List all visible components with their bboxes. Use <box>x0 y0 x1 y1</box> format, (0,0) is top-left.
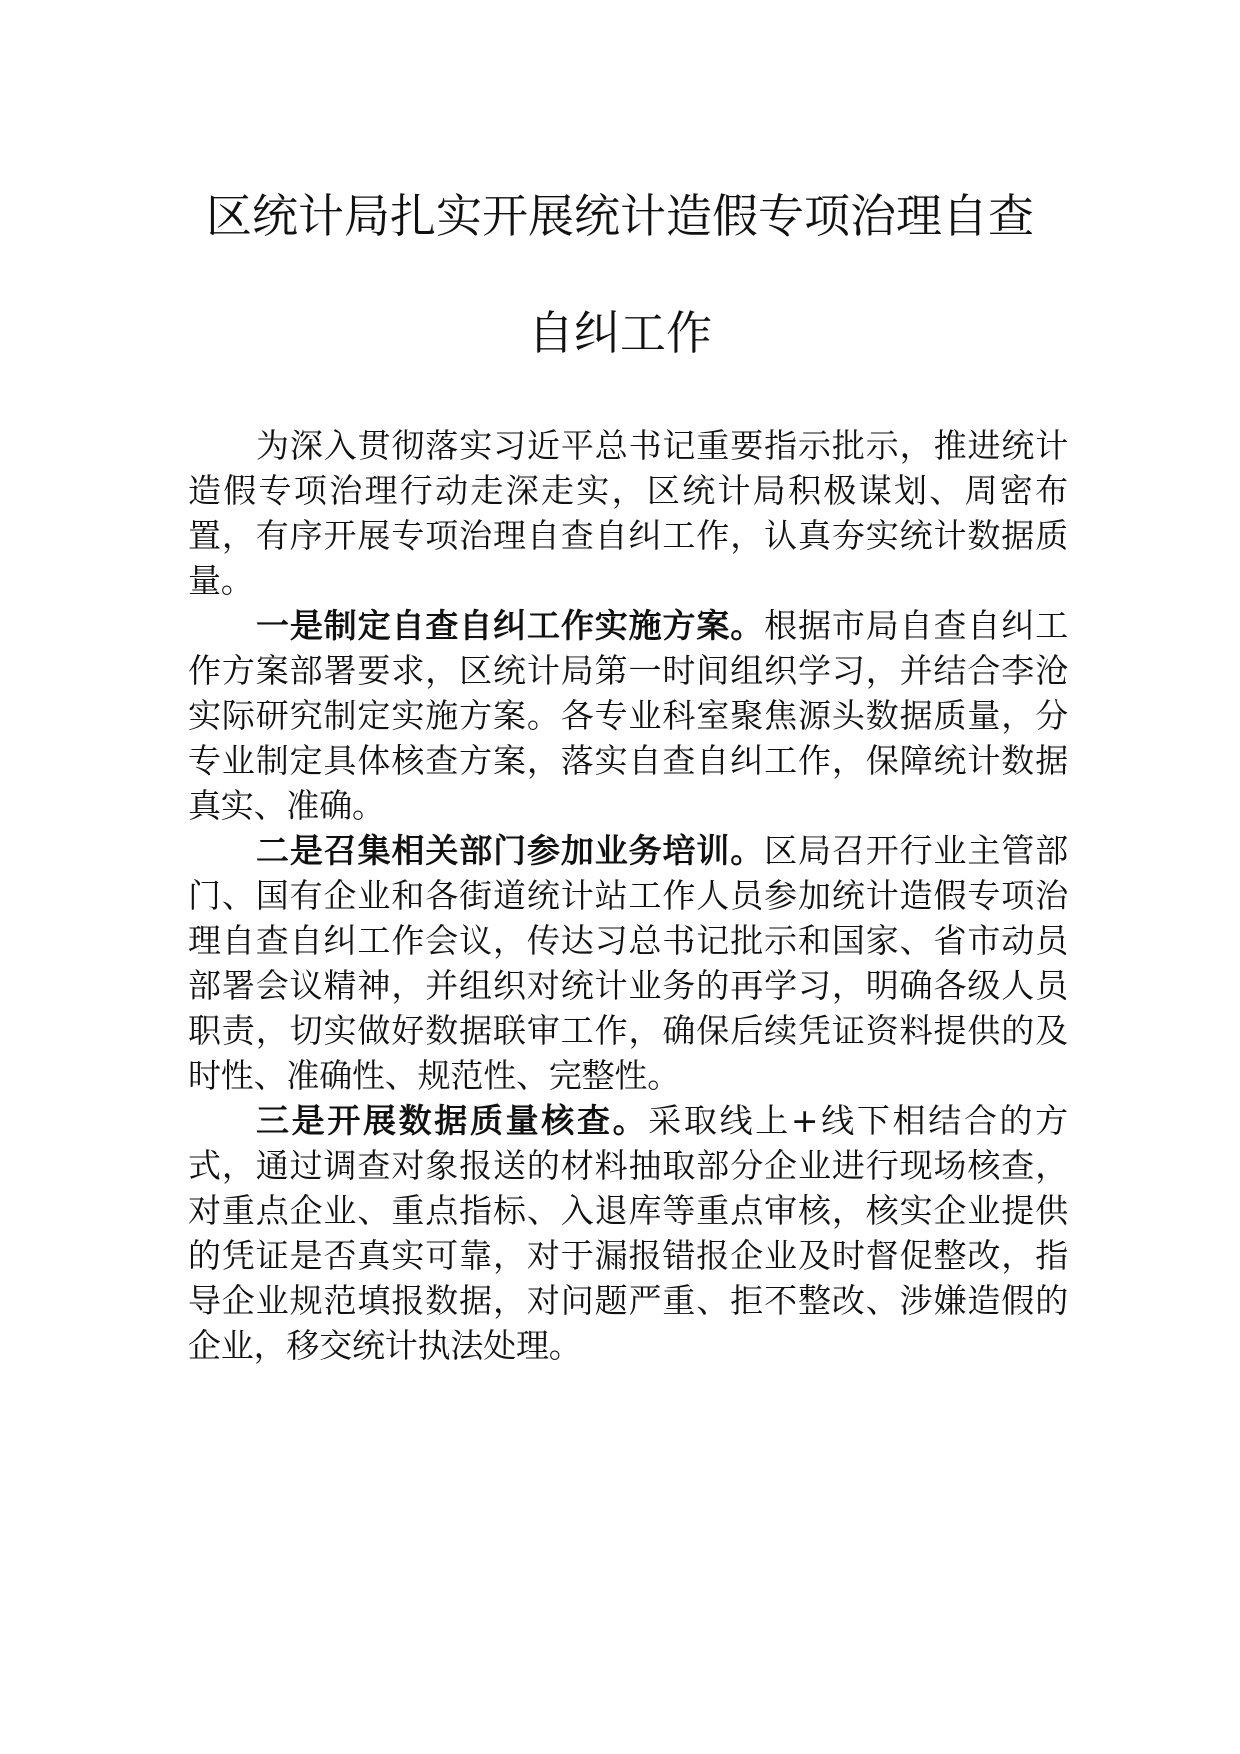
section-lead-1: 一是制定自查自纠工作实施方案。 <box>256 606 765 645</box>
document-body <box>188 423 1068 1368</box>
section-lead-3: 三是开展数据质量核查。 <box>256 1101 649 1140</box>
section-paragraph-1 <box>188 603 1068 828</box>
document-title-line-1: 区统计局扎实开展统计造假专项治理自查 <box>206 189 1034 243</box>
section-text-3: 采取线上+线下相结合的方式，通过调查对象报送的材料抽取部分企业进行现场核查，对重点企业、重点指标、入退库等重点审核，核实企业提供的凭证是否真实可靠，对于漏报错报企业及时督促整改，指导企业规范填报数据，对问题严重、拒不整改、涉嫌造假的企业，移交统计执法处理。 <box>188 1101 1068 1365</box>
section-lead-2: 二是召集相关部门参加业务培训。 <box>256 831 765 870</box>
section-text-2: 区局召开行业主管部门、国有企业和各街道统计站工作人员参加统计造假专项治理自查自纠工作会议，传达习总书记批示和国家、省市动员部署会议精神，并组织对统计业务的再学习，明确各级人员职责，切实做好数据联审工作，确保后续凭证资料提供的及时性、准确性、规范性、完整性。 <box>188 831 1068 1095</box>
section-paragraph-3 <box>188 1098 1068 1368</box>
section-paragraph-2 <box>188 828 1068 1098</box>
section-text-1: 根据市局自查自纠工作方案部署要求，区统计局第一时间组织学习，并结合李沧实际研究制定实施方案。各专业科室聚焦源头数据质量，分专业制定具体核查方案，落实自查自纠工作，保障统计数据真实、准确。 <box>188 606 1068 825</box>
intro-paragraph: 为深入贯彻落实习近平总书记重要指示批示，推进统计造假专项治理行动走深走实，区统计局积极谋划、周密布置，有序开展专项治理自查自纠工作，认真夯实统计数据质量。 <box>188 426 1068 600</box>
document-title-line-2: 自纠工作 <box>528 306 712 360</box>
